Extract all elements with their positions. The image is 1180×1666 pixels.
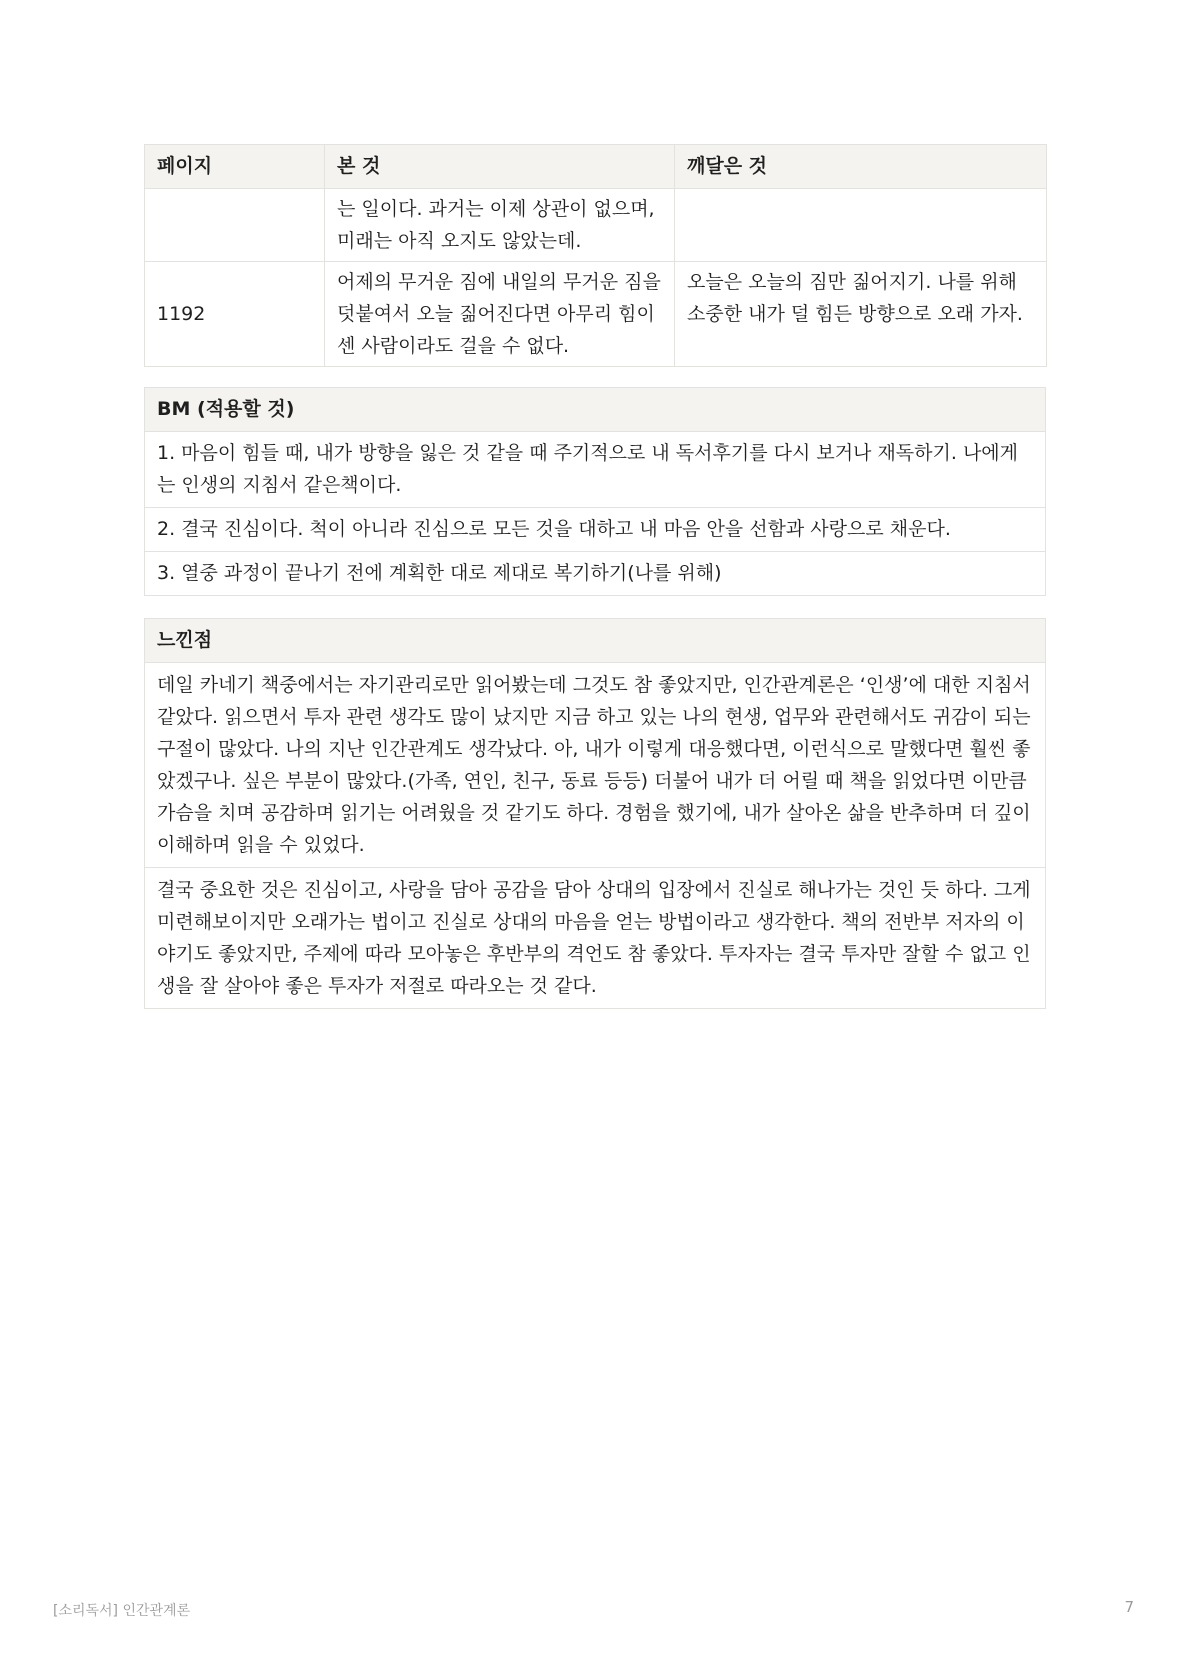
header-seen: 본 것	[325, 145, 675, 189]
bm-item: 1. 마음이 힘들 때, 내가 방향을 잃은 것 같을 때 주기적으로 내 독서후기를 다시 보거나 재독하기. 나에게는 인생의 지침서 같은책이다.	[145, 432, 1046, 508]
feelings-paragraph: 데일 카네기 책중에서는 자기관리로만 읽어봤는데 그것도 참 좋았지만, 인간관계론은 ‘인생’에 대한 지침서같았다. 읽으면서 투자 관련 생각도 많이 났지만 지금 하고 있는 나의 현생, 업무와 관련해서도 귀감이 되는 구절이 많았다. 나의 지난 인간관계도 생각났다. 아, 내가 이렇게 대응했다면, 이런식으로 말했다면 훨씬 좋았겠구나. 싶은 부분이 많았다.(가족, 연인, 친구, 동료 등등) 더불어 내가 더 어릴 때 책을 읽었다면 이만큼 가슴을 치며 공감하며 읽기는 어려웠을 것 같기도 하다. 경험을 했기에, 내가 살아온 삶을 반추하며 더 깊이 이해하며 읽을 수 있었다.	[145, 663, 1046, 868]
bm-header: BM (적용할 것)	[145, 388, 1046, 432]
feelings-paragraph: 결국 중요한 것은 진심이고, 사랑을 담아 공감을 담아 상대의 입장에서 진실로 해나가는 것인 듯 하다. 그게 미련해보이지만 오래가는 법이고 진실로 상대의 마음을 얻는 방법이라고 생각한다. 책의 전반부 저자의 이야기도 좋았지만, 주제에 따라 모아놓은 후반부의 격언도 참 좋았다. 투자자는 결국 투자만 잘할 수 없고 인생을 잘 살아야 좋은 투자가 저절로 따라오는 것 같다.	[145, 868, 1046, 1009]
header-page: 페이지	[145, 145, 325, 189]
table-row	[145, 189, 1047, 262]
table-header-row	[145, 145, 1047, 189]
row-realized: 오늘은 오늘의 짐만 짊어지기. 나를 위해 소중한 내가 덜 힘든 방향으로 오래 가자.	[675, 262, 1047, 367]
row-page: 1192	[145, 262, 325, 367]
row-seen: 는 일이다. 과거는 이제 상관이 없으며, 미래는 아직 오지도 않았는데.	[325, 189, 675, 262]
bm-table	[144, 387, 1046, 596]
document-page	[144, 144, 1046, 1009]
feelings-table	[144, 618, 1046, 1009]
feelings-header: 느낀점	[145, 619, 1046, 663]
page-notes-table	[144, 144, 1047, 367]
row-page	[145, 189, 325, 262]
footer-document-title: [소리독서] 인간관계론	[53, 1603, 191, 1619]
footer-page-number: 7	[1124, 1598, 1134, 1616]
table-row	[145, 262, 1047, 367]
bm-item: 3. 열중 과정이 끝나기 전에 계획한 대로 제대로 복기하기(나를 위해)	[145, 552, 1046, 596]
bm-item: 2. 결국 진심이다. 척이 아니라 진심으로 모든 것을 대하고 내 마음 안을 선함과 사랑으로 채운다.	[145, 508, 1046, 552]
header-realized: 깨달은 것	[675, 145, 1047, 189]
row-realized	[675, 189, 1047, 262]
row-seen: 어제의 무거운 짐에 내일의 무거운 짐을 덧붙여서 오늘 짊어진다면 아무리 힘이 센 사람이라도 걸을 수 없다.	[325, 262, 675, 367]
